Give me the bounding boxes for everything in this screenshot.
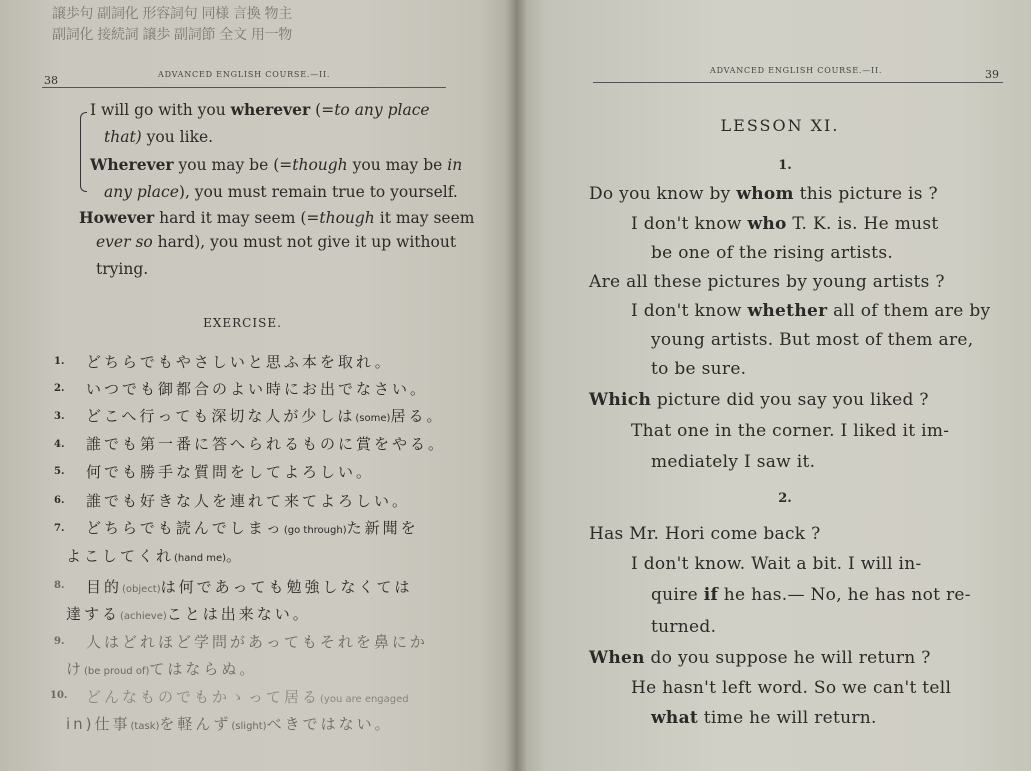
page-number: 39	[985, 68, 999, 81]
exercise-text: 何でも勝手な質問をしてよろしい。	[86, 463, 375, 481]
running-head: ADVANCED ENGLISH COURSE.—II.	[710, 66, 883, 75]
exercise-text: どちらでも読んでしまっ(go through)た新聞を	[86, 519, 419, 537]
exercise-text: よこしてくれ(hand me)。	[66, 547, 245, 565]
example-3-line2: ever so hard), you must not give it up without	[96, 233, 457, 251]
example-3-line3: trying.	[96, 260, 149, 278]
text-line: turned.	[651, 617, 717, 637]
text-line: Has Mr. Hori come back ?	[589, 524, 821, 544]
example-1-line1: I will go with you wherever (=to any place	[90, 100, 430, 119]
exercise-text: 誰でも第一番に答へられるものに賞をやる。	[86, 435, 447, 453]
handwritten-note-line1: 譲歩句 副詞化 形容詞句 同様 言換 物主	[52, 6, 292, 22]
example-2-line1: Wherever you may be (=though you may be in	[90, 155, 463, 174]
text-line: be one of the rising artists.	[651, 243, 894, 263]
book-gutter	[505, 0, 527, 771]
section-number: 2.	[778, 491, 792, 506]
lesson-title: LESSON XI.	[720, 116, 840, 135]
exercise-text: 達する(achieve)ことは出来ない。	[66, 605, 311, 623]
left-page	[0, 0, 515, 771]
text-line: Are all these pictures by young artists ?	[589, 272, 945, 292]
exercise-num: 8.	[54, 580, 65, 591]
exercise-text: いつでも御都合のよい時にお出でなさい。	[86, 380, 429, 398]
exercise-num: 5.	[54, 466, 65, 477]
text-line: Which picture did you say you liked ?	[589, 390, 929, 410]
text-line: to be sure.	[651, 359, 747, 379]
text-line: When do you suppose he will return ?	[589, 648, 931, 668]
text-line: what time he will return.	[651, 708, 877, 728]
right-page	[515, 0, 1031, 771]
bracket	[80, 112, 87, 192]
exercise-text: 人はどれほど学問があってもそれを鼻にか	[86, 633, 428, 651]
text-line: That one in the corner. I liked it im-	[631, 421, 950, 441]
header-rule	[42, 87, 446, 88]
text-line: quire if he has.— No, he has not re-	[651, 585, 971, 605]
exercise-text: け(be proud of)てはならぬ。	[66, 660, 258, 678]
example-1-line2: that) you like.	[104, 128, 214, 146]
exercise-text: 誰でも好きな人を連れて来てよろしい。	[86, 492, 411, 510]
text-line: He hasn't left word. So we can't tell	[631, 678, 952, 698]
exercise-text: in)仕事(task)を軽んず(slight)べきではない。	[66, 715, 393, 733]
exercise-text: 目的(object)は何であっても勉強しなくては	[86, 578, 413, 596]
exercise-num: 6.	[54, 495, 65, 506]
text-line: I don't know whether all of them are by	[631, 301, 991, 321]
exercise-num: 10.	[50, 690, 68, 701]
text-line: I don't know who T. K. is. He must	[631, 214, 939, 234]
exercise-num: 4.	[54, 439, 65, 450]
exercise-num: 9.	[54, 636, 65, 647]
exercise-text: どんなものでもかゝって居る(you are engaged	[86, 688, 409, 706]
page-number: 38	[44, 74, 58, 87]
handwritten-note-line2: 副詞化 接続詞 譲歩 副詞節 全文 用一物	[52, 27, 292, 43]
exercise-num: 1.	[54, 356, 65, 367]
text-line: Do you know by whom this picture is ?	[589, 184, 938, 204]
running-head: ADVANCED ENGLISH COURSE.—II.	[158, 70, 331, 79]
header-rule	[593, 82, 1003, 83]
exercise-num: 3.	[54, 411, 65, 422]
exercise-text: どこへ行っても深切な人が少しは(some)居る。	[86, 407, 445, 425]
text-line: young artists. But most of them are,	[651, 330, 974, 350]
exercise-num: 2.	[54, 383, 65, 394]
text-line: I don't know. Wait a bit. I will in-	[631, 554, 922, 574]
exercise-text: どちらでもやさしいと思ふ本を取れ。	[86, 353, 393, 371]
section-number: 1.	[778, 158, 792, 173]
example-3-line1: However hard it may seem (=though it may seem	[79, 208, 475, 227]
text-line: mediately I saw it.	[651, 452, 816, 472]
example-2-line2: any place), you must remain true to yourself.	[104, 183, 458, 201]
exercise-title: EXERCISE.	[203, 316, 282, 330]
exercise-num: 7.	[54, 523, 65, 534]
